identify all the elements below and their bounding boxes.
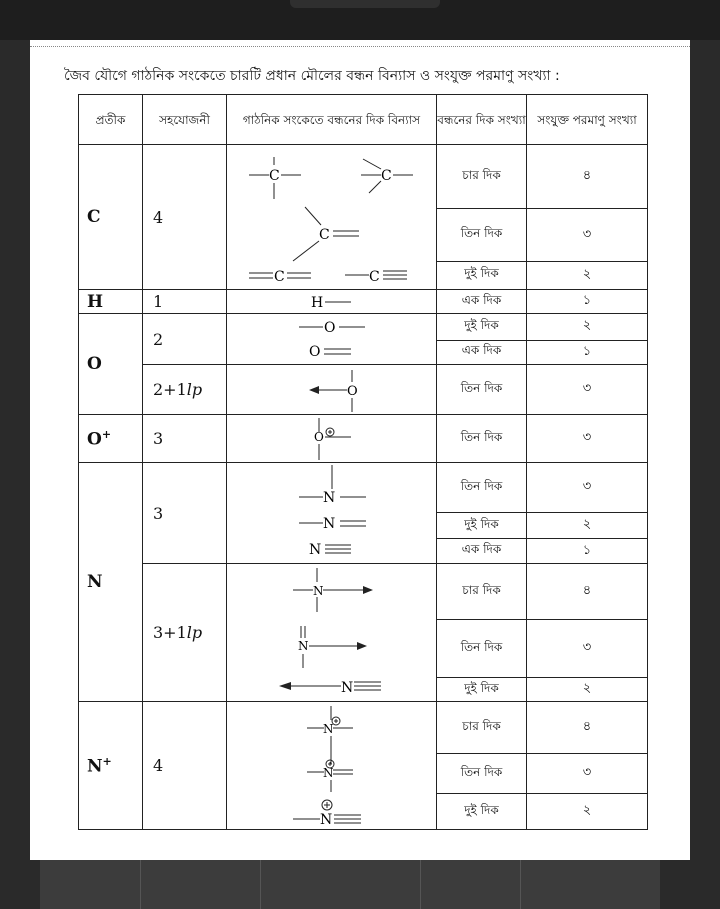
valency-oxygen-lp: 2+1lp	[143, 365, 227, 415]
document-page	[30, 40, 690, 860]
count-cell: ২	[527, 794, 648, 830]
count-cell: ৪	[527, 145, 648, 209]
valency-oxonium: 3	[143, 415, 227, 463]
header-symbol: প্রতীক	[79, 95, 143, 145]
atom-label: N	[309, 542, 322, 558]
atom-label: O	[347, 383, 358, 399]
oxonium-structure	[227, 415, 437, 463]
count-cell: ২	[527, 678, 648, 702]
direction-cell: এক দিক	[437, 340, 527, 364]
atom-label: O	[309, 344, 321, 360]
top-background-band	[0, 0, 720, 40]
count-cell: ২	[527, 261, 648, 289]
direction-cell: দুই দিক	[437, 314, 527, 341]
valency-ammonium: 4	[143, 702, 227, 830]
atom-label: N	[298, 639, 309, 653]
symbol-carbon: C	[79, 145, 143, 290]
header-row	[79, 95, 648, 145]
hydrogen-structure	[227, 290, 437, 314]
direction-cell: চার দিক	[437, 145, 527, 209]
header-bond-direction: বন্ধনের দিক সংখ্যা	[437, 95, 527, 145]
nitrogen-lp-structures	[227, 564, 437, 702]
count-cell: ২	[527, 314, 648, 341]
direction-cell: দুই দিক	[437, 794, 527, 830]
table-row	[79, 564, 648, 620]
count-cell: ১	[527, 290, 648, 314]
direction-cell: তিন দিক	[437, 620, 527, 678]
direction-cell: তিন দিক	[437, 463, 527, 513]
atom-label: H	[311, 294, 324, 311]
direction-cell: দুই দিক	[437, 513, 527, 539]
valency-nitrogen: 3	[143, 463, 227, 564]
atom-label: N	[341, 680, 354, 696]
atom-label: N	[313, 584, 324, 598]
direction-cell: এক দিক	[437, 290, 527, 314]
count-cell: ৩	[527, 415, 648, 463]
header-valency: সহযোজনী	[143, 95, 227, 145]
ammonium-structures	[227, 702, 437, 830]
count-cell: ৪	[527, 702, 648, 754]
count-cell: ২	[527, 513, 648, 539]
valency-hydrogen: 1	[143, 290, 227, 314]
dotted-divider	[30, 46, 690, 47]
table-row	[79, 314, 648, 341]
count-cell: ১	[527, 539, 648, 564]
oxygen-structures	[227, 314, 437, 365]
valency-nitrogen-lp: 3+1lp	[143, 564, 227, 702]
direction-cell: তিন দিক	[437, 209, 527, 261]
atom-label: O	[314, 429, 324, 444]
direction-cell: দুই দিক	[437, 678, 527, 702]
table-row	[79, 702, 648, 754]
table-row	[79, 290, 648, 314]
count-cell: ৩	[527, 365, 648, 415]
blurred-title	[290, 0, 440, 8]
direction-cell: এক দিক	[437, 539, 527, 564]
atom-label: N	[320, 811, 333, 828]
header-arrangement: গাঠনিক সংকেতে বন্ধনের দিক বিন্যাস	[227, 95, 437, 145]
header-attached-atoms: সংযুক্ত পরমাণু সংখ্যা	[527, 95, 648, 145]
atom-label: C	[319, 227, 330, 243]
symbol-hydrogen: H	[79, 290, 143, 314]
count-cell: ৩	[527, 620, 648, 678]
atom-label: C	[274, 269, 285, 285]
direction-cell: তিন দিক	[437, 365, 527, 415]
valency-carbon: 4	[143, 145, 227, 290]
count-cell: ১	[527, 340, 648, 364]
atom-label: N	[323, 765, 334, 780]
table-row	[79, 365, 648, 415]
count-cell: ৩	[527, 209, 648, 261]
direction-cell: তিন দিক	[437, 415, 527, 463]
valency-oxygen: 2	[143, 314, 227, 365]
table-row	[79, 415, 648, 463]
atom-label: C	[369, 269, 380, 285]
symbol-oxygen: O	[79, 314, 143, 415]
atom-label: C	[381, 168, 392, 184]
atom-label: N	[323, 516, 336, 532]
oxygen-lp-structure	[227, 365, 437, 415]
atom-label: N	[323, 490, 336, 506]
direction-cell: চার দিক	[437, 564, 527, 620]
direction-cell: দুই দিক	[437, 261, 527, 289]
table-row	[79, 463, 648, 513]
direction-cell: চার দিক	[437, 702, 527, 754]
direction-cell: তিন দিক	[437, 754, 527, 794]
symbol-ammonium: N+	[79, 702, 143, 830]
nitrogen-structures	[227, 463, 437, 564]
count-cell: ৩	[527, 463, 648, 513]
count-cell: ৩	[527, 754, 648, 794]
symbol-nitrogen: N	[79, 463, 143, 702]
table-caption: জৈব যৌগে গাঠনিক সংকেতে চারটি প্রধান মৌলের বন্ধন বিন্যাস ও সংযুক্ত পরমাণু সংখ্যা :	[64, 68, 560, 84]
atom-label: C	[269, 168, 280, 184]
atom-label: N	[323, 721, 334, 736]
bond-arrangement-table	[78, 94, 648, 830]
atom-label: O	[324, 320, 336, 336]
background-table-fragment	[40, 860, 660, 909]
table-row	[79, 145, 648, 209]
carbon-structures	[227, 145, 437, 290]
count-cell: ৪	[527, 564, 648, 620]
symbol-oxonium: O+	[79, 415, 143, 463]
